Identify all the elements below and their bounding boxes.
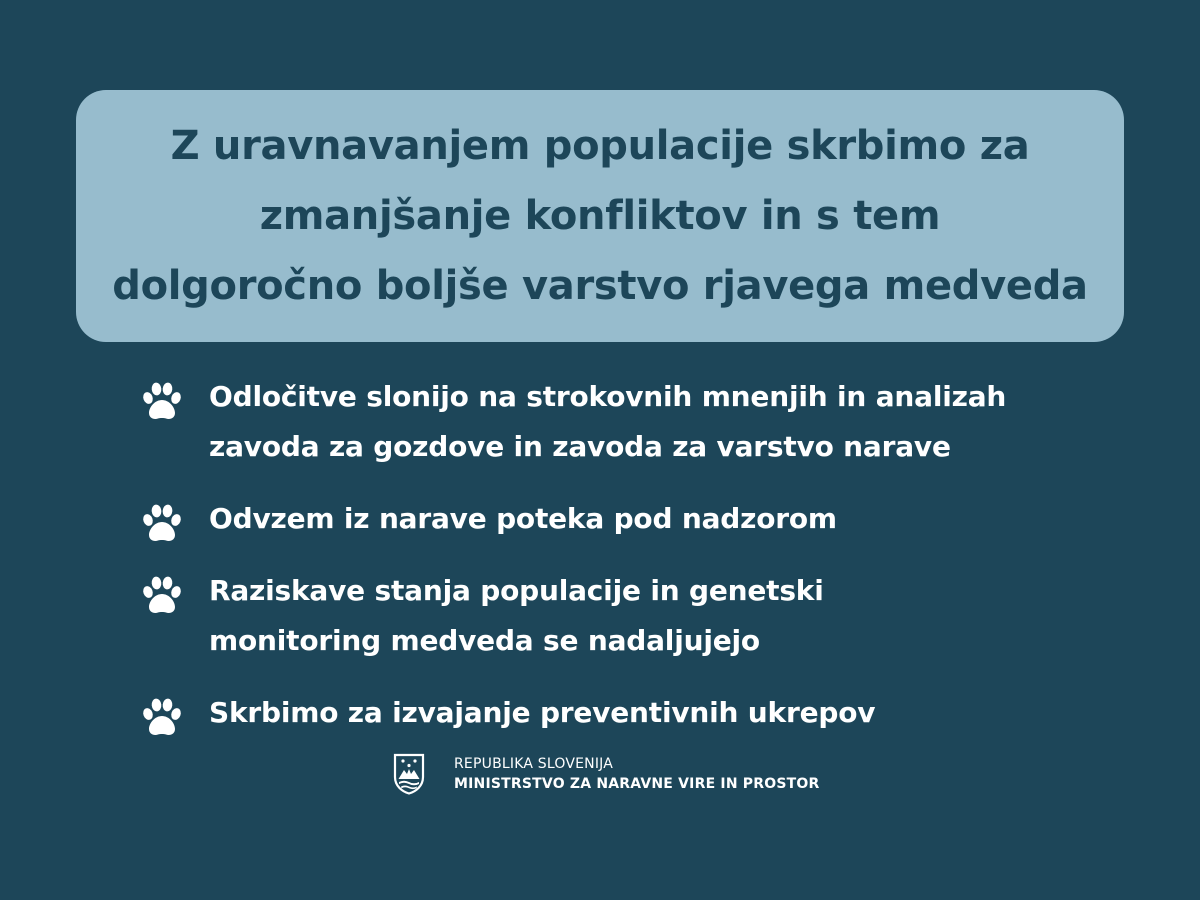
bullet-text-line: monitoring medveda se nadaljujejo: [209, 624, 760, 657]
paw-icon: [140, 379, 184, 423]
footer-ministry: MINISTRSTVO ZA NARAVNE VIRE IN PROSTOR: [454, 776, 820, 792]
bullet-text-line: Odločitve slonijo na strokovnih mnenjih in analizah: [209, 380, 1007, 413]
bullet-item-research: [140, 566, 1140, 666]
bullet-text-line: Raziskave stanja populacije in genetski: [209, 574, 824, 607]
bullet-text-line: Skrbimo za izvajanje preventivnih ukrepov: [209, 696, 876, 729]
bullet-item-decisions: [140, 372, 1140, 472]
paw-icon: [140, 695, 184, 739]
bullet-list: [140, 372, 1140, 760]
headline-line-3: dolgoročno boljše varstvo rjavega medveda: [112, 263, 1088, 309]
headline-line-1: Z uravnavanjem populacije skrbimo za: [170, 123, 1030, 169]
footer-text: [454, 754, 819, 794]
bullet-item-prevention: [140, 688, 1140, 738]
bullet-text-line: Odvzem iz narave poteka pod nadzorom: [209, 502, 837, 535]
paw-icon: [140, 573, 184, 617]
coat-of-arms-icon: [392, 753, 426, 795]
bullet-text-line: zavoda za gozdove in zavoda za varstvo narave: [209, 430, 951, 463]
footer-republic: REPUBLIKA SLOVENIJA: [454, 756, 614, 772]
bullet-item-removal: [140, 494, 1140, 544]
paw-icon: [140, 501, 184, 545]
headline-line-2: zmanjšanje konfliktov in s tem: [259, 193, 941, 239]
headline-box: [76, 90, 1124, 342]
ministry-footer: [392, 752, 819, 796]
